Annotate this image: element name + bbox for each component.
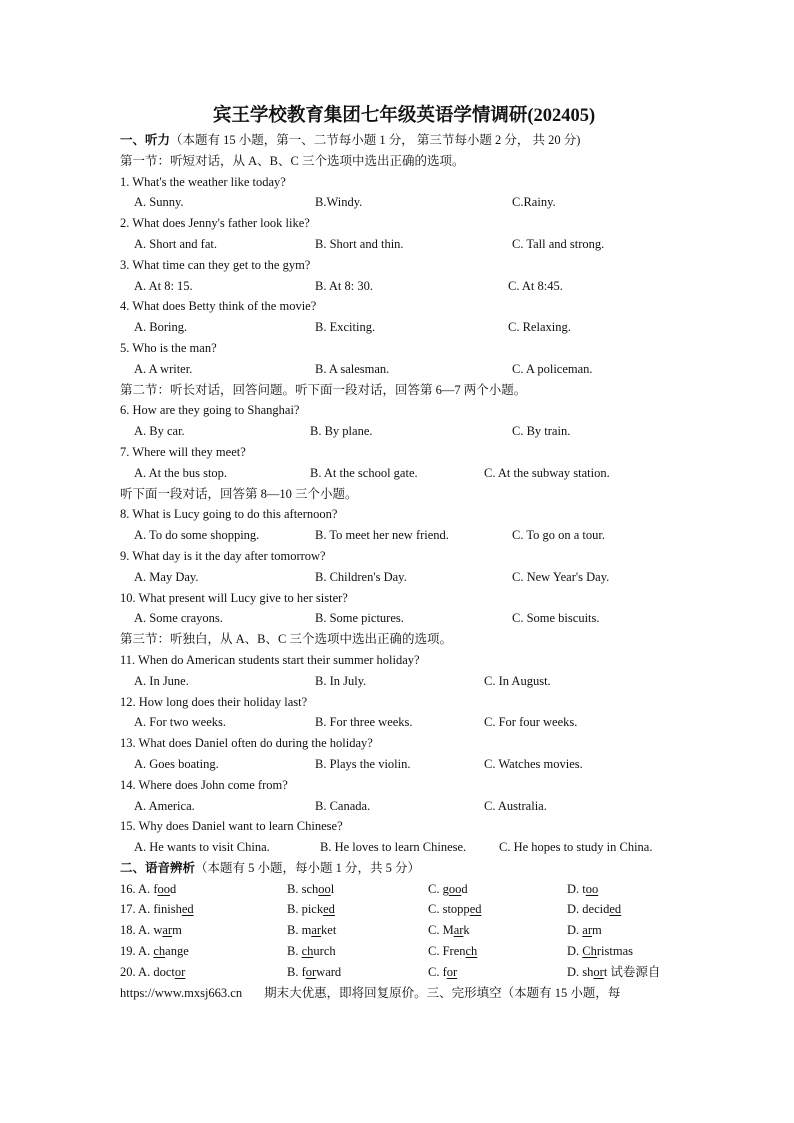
- option-b: B. At 8: 30.: [315, 278, 373, 293]
- word-prefix: B. m: [287, 923, 312, 938]
- options-row: [120, 192, 680, 213]
- phonics-option-a: [120, 962, 185, 983]
- phonics-option-b: [287, 879, 334, 900]
- option-c: C. For four weeks.: [484, 715, 578, 730]
- phonics-option-d: [567, 920, 602, 941]
- word-suffix: t 试卷源自: [603, 964, 661, 979]
- option-b: B. In July.: [315, 673, 367, 688]
- option-a: A. In June.: [134, 673, 189, 688]
- phonics-option-d: [567, 899, 621, 920]
- phonics-option-c: [428, 941, 477, 962]
- options-row: [120, 317, 680, 338]
- question-stem: 1. What's the weather like today?: [120, 174, 286, 189]
- section-2-header: [120, 858, 680, 879]
- option-c: C. He hopes to study in China.: [499, 840, 653, 855]
- phonics-row: [120, 879, 680, 900]
- phonics-row: [120, 962, 680, 983]
- phonics-row: [120, 920, 680, 941]
- option-b: B.Windy.: [315, 195, 363, 210]
- phonics-option-d: [567, 941, 633, 962]
- option-c: C. In August.: [484, 673, 551, 688]
- word-prefix: B. f: [287, 964, 306, 979]
- word-suffix: d: [170, 881, 177, 896]
- word-suffix: urch: [313, 944, 336, 959]
- phonics-number: 20. A.: [120, 964, 151, 979]
- question-stem: 9. What day is it the day after tomorrow?: [120, 548, 326, 563]
- underlined-letters: oo: [448, 881, 462, 896]
- question-stem: 10. What present will Lucy give to her sister?: [120, 590, 348, 605]
- option-b: B. By plane.: [310, 424, 373, 439]
- underlined-letters: or: [446, 964, 458, 979]
- option-a: A. Sunny.: [134, 195, 184, 210]
- section-1-heading: 一、听力: [120, 133, 171, 147]
- word-prefix: f: [153, 881, 158, 896]
- option-b: B. A salesman.: [315, 361, 390, 376]
- question-stem: 3. What time can they get to the gym?: [120, 257, 311, 272]
- phonics-option-c: [428, 899, 482, 920]
- options-row: [120, 712, 680, 733]
- footer-text: 期末大优惠，即将回复原价。三、完形填空（本题有 15 小题，每: [264, 985, 621, 1000]
- option-b: B. He loves to learn Chinese.: [320, 840, 467, 855]
- underlined-letters: or: [174, 964, 186, 979]
- page-title: 宾王学校教育集团七年级英语学情调研(202405): [212, 106, 596, 126]
- underlined-letters: oo: [157, 881, 171, 896]
- exam-page: [120, 100, 680, 1003]
- underlined-letters: ch: [153, 944, 166, 959]
- word-prefix: D. sh: [567, 964, 594, 979]
- underlined-letters: ed: [609, 902, 622, 917]
- option-b: B. Plays the violin.: [315, 756, 411, 771]
- phonics-number: 19. A.: [120, 944, 151, 959]
- word-prefix: C. f: [428, 964, 447, 979]
- questions-1-5: [120, 172, 680, 380]
- part-2b-instruction: 听下面一段对话，回答第 8—10 三个小题。: [120, 486, 358, 501]
- section-1-note: （本题有 15 小题，第一、二节每小题 1 分， 第三节每小题 2 分， 共 20 分): [170, 133, 581, 147]
- phonics-option-a: [120, 941, 189, 962]
- underlined-letters: ch: [301, 944, 314, 959]
- question-stem: 12. How long does their holiday last?: [120, 694, 308, 709]
- options-row: [120, 837, 680, 858]
- option-a: A. Some crayons.: [134, 611, 223, 626]
- underlined-letters: or: [593, 964, 604, 979]
- footer-url[interactable]: https://www.mxsj663.cn: [120, 985, 243, 1000]
- word-prefix: C. Fren: [428, 944, 466, 959]
- option-c: C. Watches movies.: [484, 756, 583, 771]
- options-row: [120, 796, 680, 817]
- phonics-number: 16. A.: [120, 881, 151, 896]
- part-1-instruction: 第一节：听短对话，从 A、B、C 三个选项中选出正确的选项。: [120, 153, 465, 168]
- phonics-option-a: [120, 899, 194, 920]
- option-c: C. Some biscuits.: [512, 611, 600, 626]
- section-2-heading: 二、语音辨析: [120, 860, 196, 875]
- options-row: [120, 234, 680, 255]
- option-c: C. Australia.: [484, 798, 547, 813]
- question-stem: 7. Where will they meet?: [120, 444, 246, 459]
- option-a: A. May Day.: [134, 569, 199, 584]
- question-stem: 5. Who is the man?: [120, 340, 217, 355]
- options-row: [120, 359, 680, 380]
- options-row: [120, 276, 680, 297]
- options-row: [120, 567, 680, 588]
- word-suffix: ward: [316, 964, 342, 979]
- phonics-row: [120, 941, 680, 962]
- question-stem: 15. Why does Daniel want to learn Chinese?: [120, 819, 343, 834]
- phonics-option-d: [567, 962, 660, 983]
- option-c: C. Tall and strong.: [512, 236, 605, 251]
- questions-11-15: [120, 650, 680, 858]
- option-a: A. Boring.: [134, 320, 188, 335]
- phonics-row: [120, 899, 680, 920]
- option-b: B. Children's Day.: [315, 569, 407, 584]
- options-row: [120, 608, 680, 629]
- phonics-option-c: [428, 879, 468, 900]
- option-a: A. He wants to visit China.: [134, 840, 270, 855]
- option-b: B. For three weeks.: [315, 715, 413, 730]
- options-row: [120, 754, 680, 775]
- option-a: A. Goes boating.: [134, 756, 219, 771]
- underlined-letters: ar: [453, 923, 464, 938]
- option-c: C. New Year's Day.: [512, 569, 610, 584]
- part-3-instruction: 第三节：听独白，从 A、B、C 三个选项中选出正确的选项。: [120, 632, 452, 647]
- word-suffix: ange: [165, 944, 189, 959]
- options-row: [120, 525, 680, 546]
- option-c: C. Relaxing.: [508, 320, 571, 335]
- questions-8-10: [120, 504, 680, 629]
- question-stem: 4. What does Betty think of the movie?: [120, 299, 317, 314]
- phonics-option-b: [287, 899, 335, 920]
- phonics-option-b: [287, 920, 336, 941]
- options-row: [120, 421, 680, 442]
- word-prefix: finish: [153, 902, 182, 917]
- question-stem: 6. How are they going to Shanghai?: [120, 403, 300, 418]
- options-row: [120, 671, 680, 692]
- option-b: B. Exciting.: [315, 320, 376, 335]
- word-suffix: m: [172, 923, 182, 938]
- underlined-letters: oo: [318, 881, 331, 896]
- underlined-letters: ar: [582, 923, 592, 938]
- word-suffix: m: [592, 923, 602, 938]
- word-prefix: B. sch: [287, 881, 319, 896]
- underlined-letters: ch: [465, 944, 478, 959]
- phonics-number: 17. A.: [120, 902, 151, 917]
- option-b: B. Canada.: [315, 798, 371, 813]
- phonics-option-b: [287, 962, 341, 983]
- option-c: C. By train.: [512, 424, 571, 439]
- option-b: B. Short and thin.: [315, 236, 404, 251]
- word-suffix: ristmas: [596, 944, 633, 959]
- option-a: A. At 8: 15.: [134, 278, 193, 293]
- option-b: B. Some pictures.: [315, 611, 404, 626]
- underlined-letters: Ch: [582, 944, 597, 959]
- word-prefix: B.: [287, 944, 302, 959]
- underlined-letters: ed: [469, 902, 482, 917]
- underlined-letters: ed: [181, 902, 194, 917]
- question-stem: 11. When do American students start their summer holiday?: [120, 652, 420, 667]
- option-a: A. A writer.: [134, 361, 193, 376]
- word-prefix: D. decid: [567, 902, 610, 917]
- word-prefix: B. pick: [287, 902, 324, 917]
- question-stem: 13. What does Daniel often do during the holiday?: [120, 736, 373, 751]
- option-a: A. At the bus stop.: [134, 465, 228, 480]
- footer-line: [120, 983, 680, 1004]
- option-c: C. To go on a tour.: [512, 528, 605, 543]
- word-prefix: w: [153, 923, 163, 938]
- part-2-instruction: 第二节：听长对话，回答问题。听下面一段对话，回答第 6—7 两个小题。: [120, 382, 527, 397]
- phonics-option-a: [120, 879, 176, 900]
- option-c: C. At 8:45.: [508, 278, 563, 293]
- phonics-option-b: [287, 941, 336, 962]
- question-stem: 2. What does Jenny's father look like?: [120, 216, 310, 231]
- underlined-letters: oo: [585, 881, 599, 896]
- word-prefix: C. stopp: [428, 902, 470, 917]
- phonics-number: 18. A.: [120, 923, 151, 938]
- section-1-header: [120, 130, 680, 151]
- option-a: A. To do some shopping.: [134, 528, 260, 543]
- phonics-option-c: [428, 962, 457, 983]
- word-prefix: doct: [153, 964, 175, 979]
- word-suffix: ket: [321, 923, 337, 938]
- option-a: A. Short and fat.: [134, 236, 217, 251]
- phonics-option-c: [428, 920, 470, 941]
- word-prefix: D.: [567, 944, 583, 959]
- word-suffix: d: [461, 881, 468, 896]
- option-c: C. A policeman.: [512, 361, 593, 376]
- phonics-option-d: [567, 879, 598, 900]
- word-prefix: C. M: [428, 923, 454, 938]
- question-stem: 14. Where does John come from?: [120, 777, 288, 792]
- phonics-option-a: [120, 920, 182, 941]
- word-prefix: D.: [567, 923, 583, 938]
- questions-6-7: [120, 400, 680, 483]
- option-b: B. At the school gate.: [310, 465, 418, 480]
- word-suffix: l: [330, 881, 335, 896]
- option-a: A. America.: [134, 798, 195, 813]
- option-a: A. By car.: [134, 424, 185, 439]
- underlined-letters: or: [305, 964, 317, 979]
- option-c: C. At the subway station.: [484, 465, 610, 480]
- options-row: [120, 463, 680, 484]
- word-prefix: C. g: [428, 881, 449, 896]
- option-a: A. For two weeks.: [134, 715, 227, 730]
- phonics-questions: [120, 879, 680, 983]
- section-2-note: （本题有 5 小题，每小题 1 分，共 5 分）: [195, 860, 421, 875]
- underlined-letters: ar: [162, 923, 173, 938]
- question-stem: 8. What is Lucy going to do this afternoon?: [120, 507, 338, 522]
- option-b: B. To meet her new friend.: [315, 528, 449, 543]
- word-prefix: D. t: [567, 881, 586, 896]
- option-c: C.Rainy.: [512, 195, 556, 210]
- underlined-letters: ed: [323, 902, 335, 917]
- word-suffix: k: [463, 923, 470, 938]
- underlined-letters: ar: [311, 923, 322, 938]
